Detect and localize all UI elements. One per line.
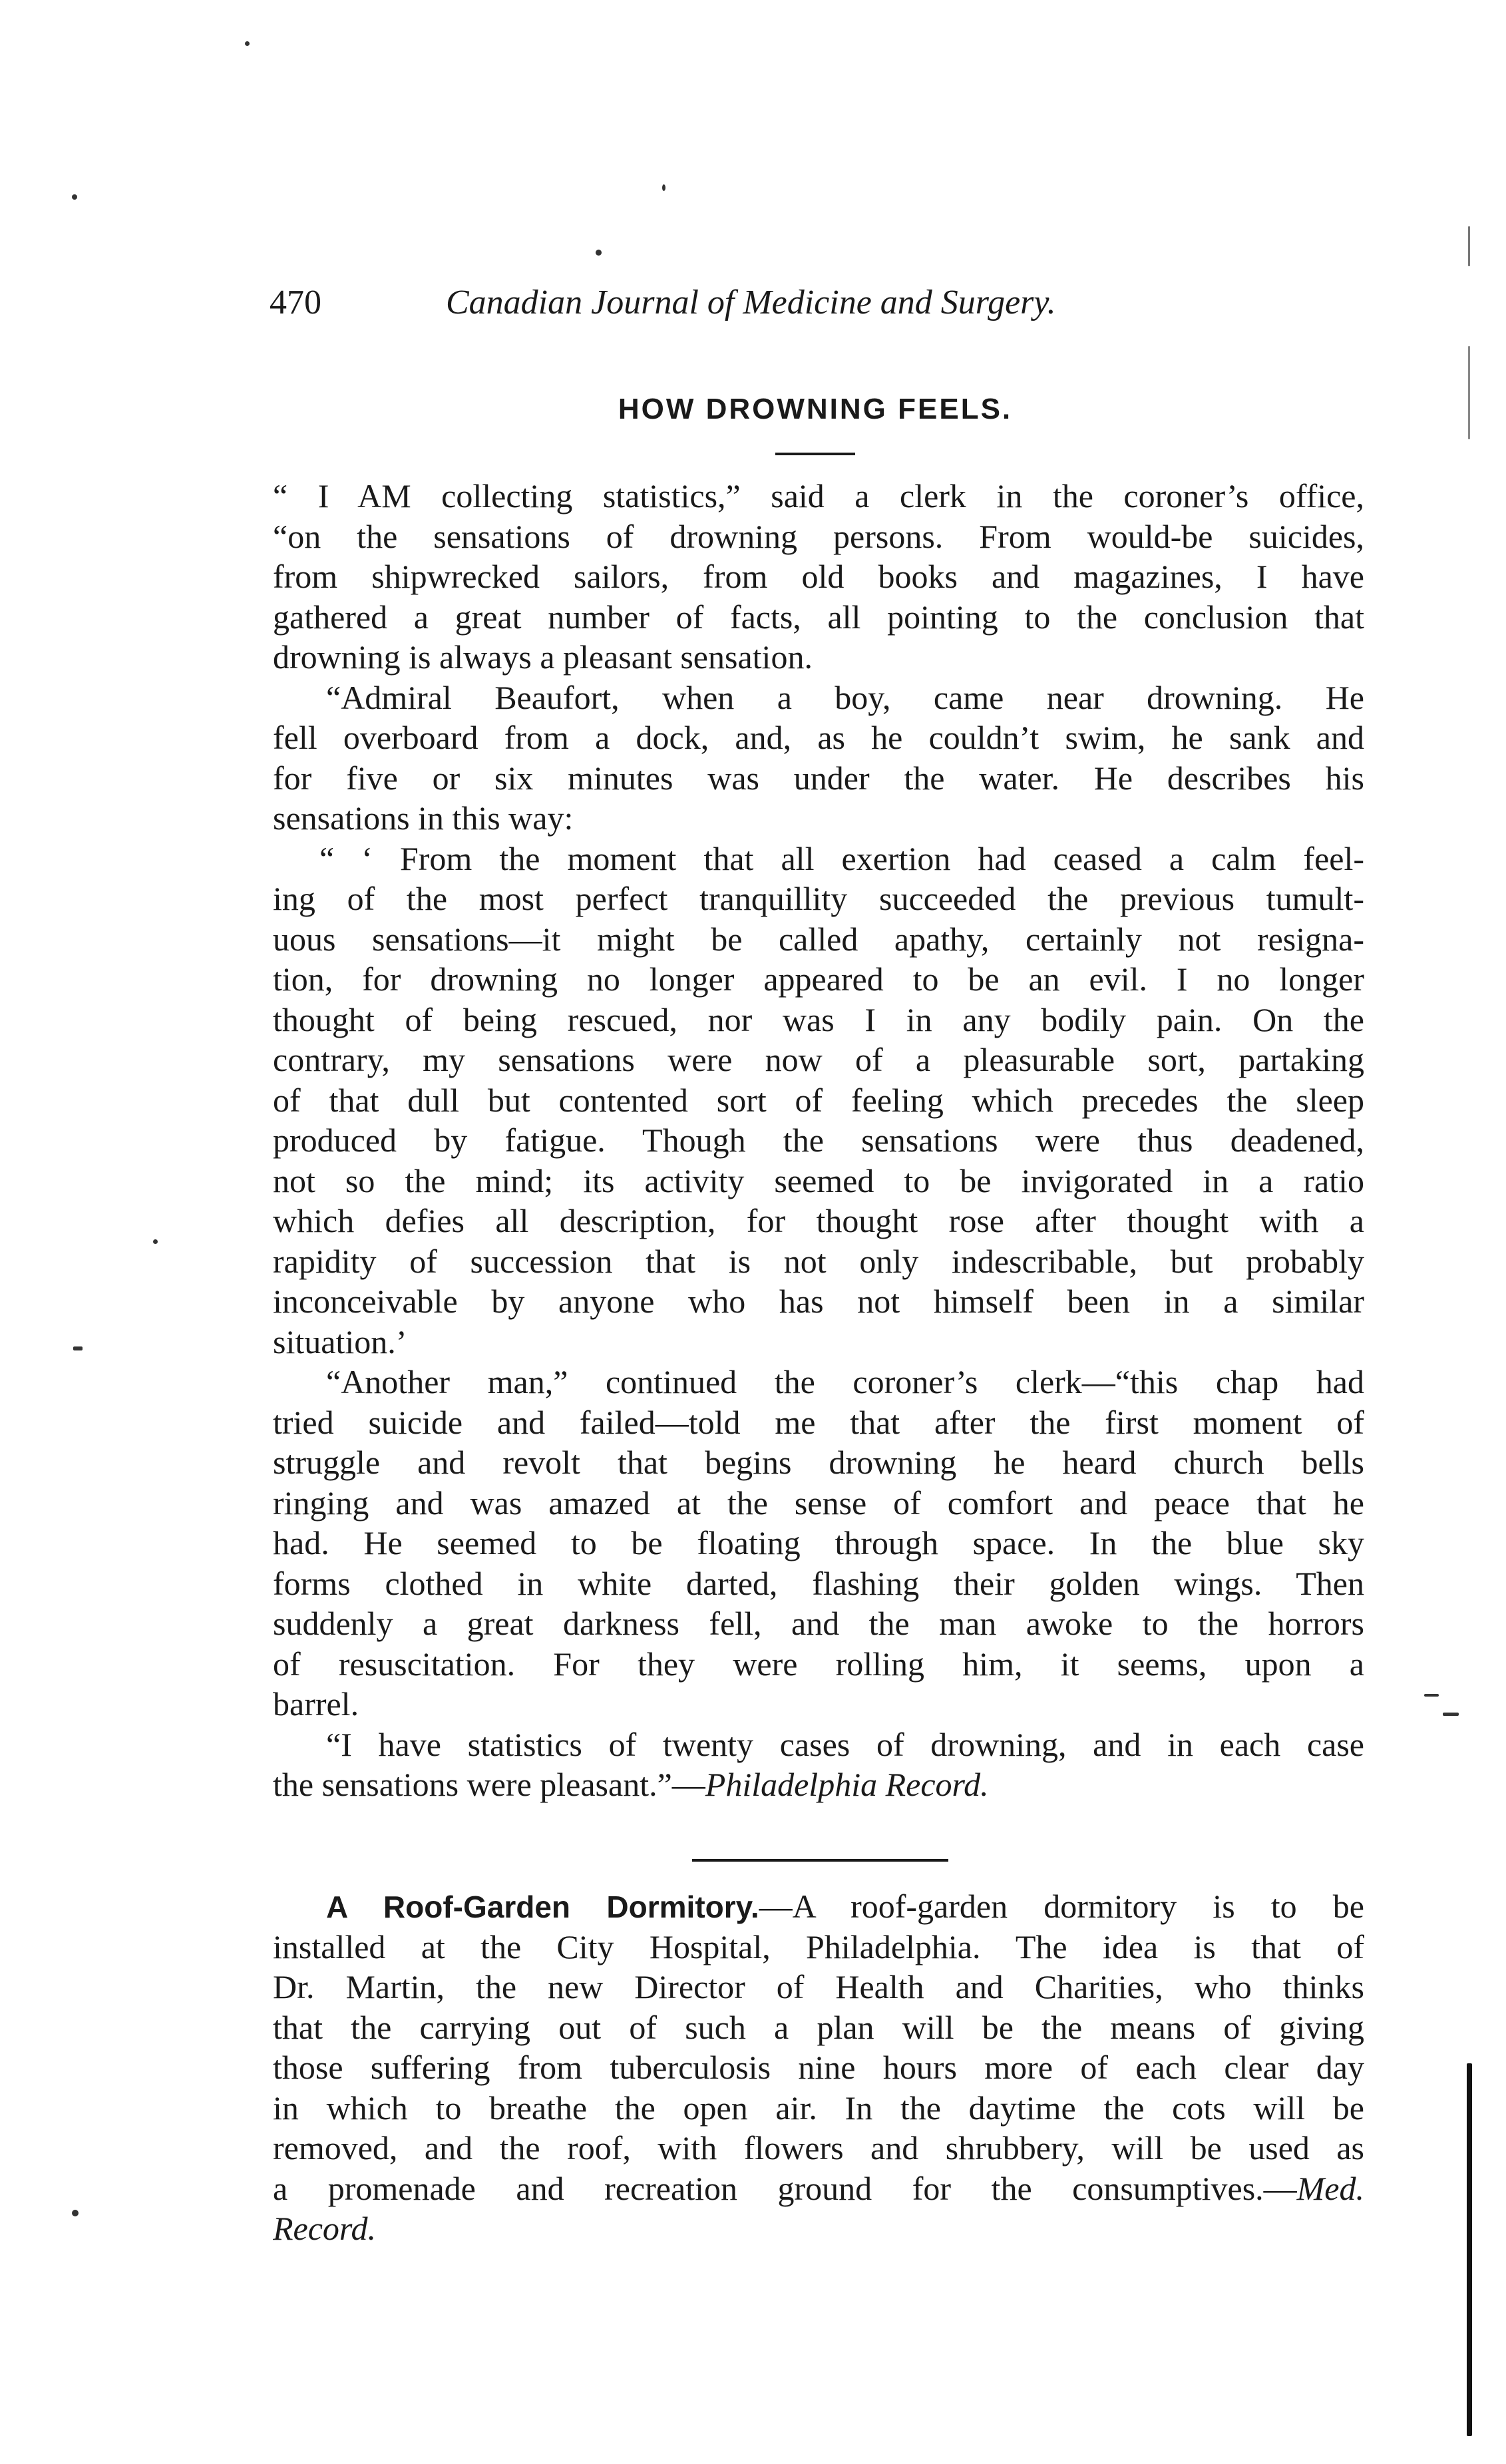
text-line: contrary, my sensations were now of a pleasurable sort, partaking [273,1041,1364,1078]
text-line: barrel. [273,1685,359,1723]
text-line: in which to breathe the open air. In the daytime the cots will be [273,2089,1364,2127]
scan-speck [596,250,602,256]
text-line: that the carrying out of such a plan will be the means of giving [273,2008,1364,2046]
text-line: from shipwrecked sailors, from old books and magazines, I have [273,558,1364,595]
closing-line [273,1764,1364,1805]
text-line: which defies all description, for thought rose after thought with a [273,1202,1364,1239]
text-line: “on the sensations of drowning persons. From would-be suicides, [273,517,1364,555]
item-first-line [273,1886,1364,1927]
text-line: forms clothed in white darted, flashing their golden wings. Then [273,1564,1364,1602]
text-line: tion, for drowning no longer appeared to be an evil. I no longer [273,960,1364,998]
text-line: produced by fatigue. Though the sensations were thus deadened, [273,1122,1364,1159]
item-first-line-text: —A roof-garden dormitory is to be [759,1888,1364,1925]
text-line: sensations in this way: [273,799,574,837]
scan-speck [72,2210,79,2216]
text-line: rapidity of succession that is not only indescribable, but probably [273,1242,1364,1280]
title-rule [775,453,855,455]
text-line: suddenly a great darkness fell, and the man awoke to the horrors [273,1605,1364,1642]
text-line: “ I AM collecting statistics,” said a clerk in the coroner’s office, [273,477,1364,514]
text-line: inconceivable by anyone who has not himself been in a similar [273,1283,1364,1320]
closing-line-text: the sensations were pleasant.”— [273,1766,705,1803]
source-citation: Philadelphia Record. [705,1766,989,1803]
scan-speck [1443,1713,1459,1716]
penultimate-line-text: a promenade and recreation ground for the consumptives.— [273,2169,1297,2207]
scan-speck [662,184,665,191]
scan-speck [72,194,77,200]
text-line: uous sensations—it might be called apathy, certainly not resigna- [273,920,1364,958]
text-line: fell overboard from a dock, and, as he couldn’t swim, he sank and [273,719,1364,756]
article-body [273,476,1364,1805]
scan-speck [1468,226,1470,266]
text-line: struggle and revolt that begins drowning he heard church bells [273,1444,1364,1481]
text-line: of resuscitation. For they were rolling him, it seems, upon a [273,1645,1364,1683]
text-line: ringing and was amazed at the sense of comfort and peace that he [273,1484,1364,1522]
scan-speck [73,1346,83,1350]
text-line: for five or six minutes was under the water. He describes his [273,759,1364,797]
text-line: of that dull but contented sort of feeling which precedes the sleep [273,1081,1364,1119]
text-line: tried suicide and failed—told me that after the first moment of [273,1403,1364,1441]
source-citation: Med. [1296,2169,1364,2207]
text-line: ing of the most perfect tranquillity succeeded the previous tumult- [273,880,1364,917]
item-heading: A Roof-Garden Dormitory. [326,1890,759,1924]
penultimate-line [273,2168,1364,2209]
page-edge-shadow [1467,2063,1472,2436]
running-head [270,280,1201,326]
text-line: Dr. Martin, the new Director of Health and Charities, who thinks [273,1968,1364,2005]
scan-speck [1468,346,1470,439]
source-citation: Record. [273,2210,377,2247]
text-line: gathered a great number of facts, all pointing to the conclusion that [273,598,1364,636]
text-line: thought of being rescued, nor was I in any bodily pain. On the [273,1000,1364,1038]
text-line: removed, and the roof, with flowers and shrubbery, will be used as [273,2129,1364,2166]
text-line: situation.’ [273,1323,407,1360]
text-line: “Admiral Beaufort, when a boy, came near drowning. He [326,678,1364,716]
scan-speck [153,1239,158,1244]
text-line: not so the mind; its activity seemed to be invigorated in a ratio [273,1161,1364,1199]
text-line: “ ‘ From the moment that all exertion had ceased a calm feel- [319,839,1364,877]
roof-garden-item [273,1886,1364,2249]
page-number: 470 [270,284,321,321]
scan-speck [245,41,250,46]
text-line: “I have statistics of twenty cases of drowning, and in each case [326,1725,1364,1763]
scan-speck [1424,1694,1439,1697]
text-line: “Another man,” continued the coroner’s clerk—“this chap had [326,1363,1364,1400]
section-rule [692,1859,948,1862]
text-line: had. He seemed to be floating through space. In the blue sky [273,1524,1364,1561]
text-line: installed at the City Hospital, Philadelphia. The idea is that of [273,1928,1364,1965]
text-line: drowning is always a pleasant sensation. [273,638,813,676]
text-line: those suffering from tuberculosis nine hours more of each clear day [273,2049,1364,2086]
article-title: HOW DROWNING FEELS. [618,393,1013,425]
journal-title: Canadian Journal of Medicine and Surgery. [446,284,1056,321]
